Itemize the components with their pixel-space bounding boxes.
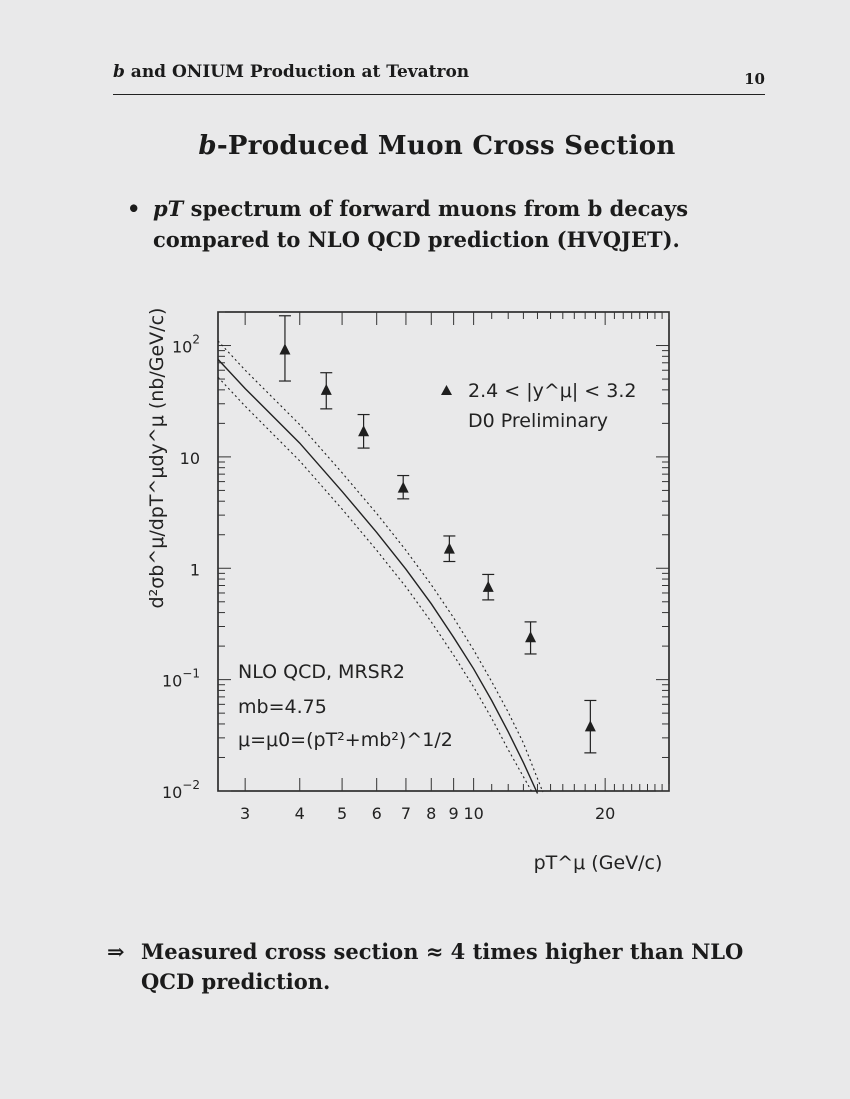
data-point-triangle	[444, 543, 455, 554]
data-point-triangle	[321, 384, 332, 395]
bullet-symbol: pT	[153, 196, 184, 221]
legend-preliminary: D0 Preliminary	[468, 410, 609, 432]
x-tick-label: 5	[336, 804, 348, 823]
legend-triangle-icon	[441, 385, 452, 395]
slide-title-rest: -Produced Muon Cross Section	[216, 131, 676, 161]
x-tick-label: 4	[294, 804, 305, 823]
data-point-triangle	[358, 425, 369, 436]
data-point-triangle	[483, 581, 494, 592]
x-tick-label: 8	[426, 804, 437, 823]
data-point-triangle	[585, 720, 596, 731]
x-tick-label: 7	[400, 804, 412, 823]
annotation-line-2: mb=4.75	[238, 696, 327, 718]
x-tick-label: 10	[463, 804, 484, 823]
legend	[441, 380, 637, 432]
theory-annotation	[238, 661, 453, 751]
implies-arrow-icon: ⇒	[107, 939, 125, 964]
header-title-rest: and ONIUM Production at Tevatron	[124, 62, 470, 82]
conclusion-text: Measured cross section ≈ 4 times higher than NLO QCD prediction.	[141, 939, 744, 994]
x-axis-label: pT^μ (GeV/c)	[533, 852, 663, 874]
nlo-qcd-band-curve	[218, 341, 543, 792]
slide-title-symbol: b	[198, 131, 217, 161]
bullet-dot: •	[127, 196, 141, 221]
x-tick-label: 9	[448, 804, 459, 823]
y-tick-label: $10^2$	[172, 332, 200, 357]
bullet-text: spectrum of forward muons from b decays compared to NLO QCD prediction (HVQJET).	[153, 196, 689, 252]
data-point-triangle	[279, 344, 290, 355]
header-title-symbol: b	[113, 62, 125, 82]
x-tick-label: 20	[594, 804, 616, 823]
y-tick-label: $10^{-1}$	[161, 666, 200, 691]
x-tick-label: 3	[240, 804, 251, 823]
y-tick-label: $10^{-2}$	[161, 778, 200, 802]
page-number: 10	[744, 70, 765, 88]
y-tick-label: 1	[189, 560, 200, 580]
x-tick-label: 6	[371, 804, 382, 823]
y-tick-label: 10	[179, 448, 200, 468]
conclusion	[107, 937, 787, 997]
qcd-curves	[218, 341, 543, 794]
annotation-line-3: μ=μ0=(pT²+mb²)^1/2	[238, 729, 453, 751]
legend-entry: 2.4 < |y^μ| < 3.2	[468, 380, 637, 402]
annotation-line-1: NLO QCD, MRSR2	[238, 661, 405, 683]
y-axis-label: d²σb^μ/dpT^μdy^μ (nb/GeV/c)	[146, 307, 168, 609]
data-point-triangle	[525, 631, 536, 642]
data-point-triangle	[398, 482, 409, 493]
